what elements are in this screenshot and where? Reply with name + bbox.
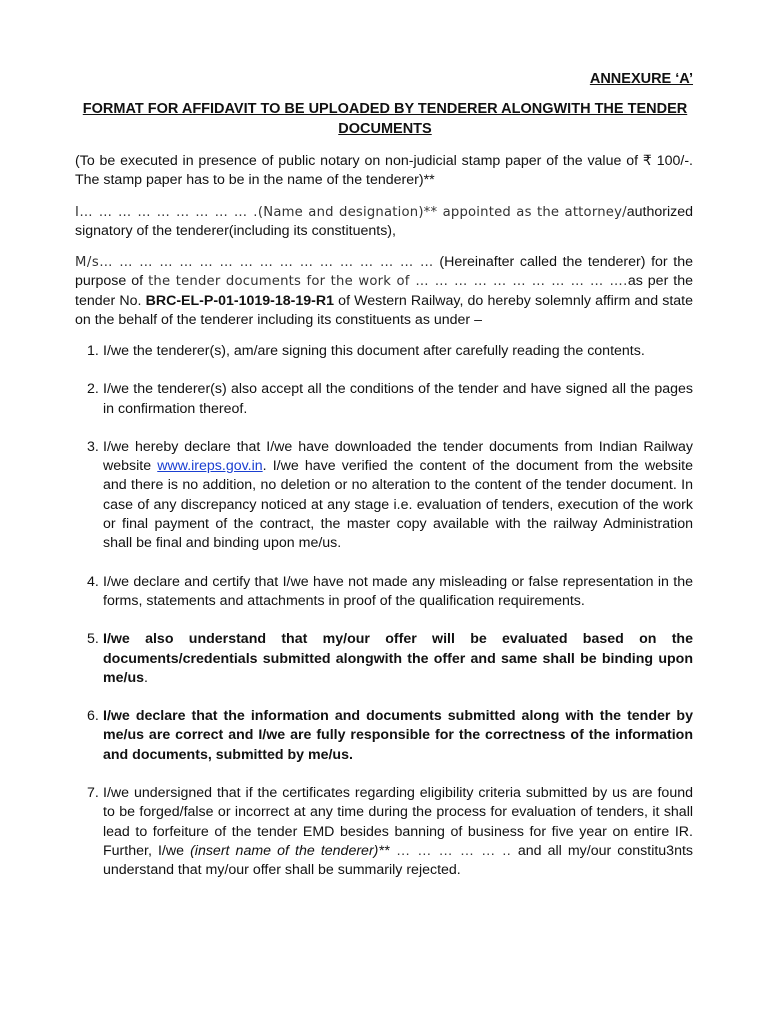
- clause-text: I/we also understand that my/our offer will be evaluated based on the documents/credentials submitted alongwith the offer and same shall be binding upon me/us: [103, 631, 693, 686]
- ms-dots: M/s… … … … … … … … … … … … … … … … …: [75, 255, 434, 270]
- work-text: the tender documents for the work of: [148, 274, 410, 290]
- clause-number: 6.: [87, 708, 99, 725]
- clause-number: 1.: [87, 343, 99, 359]
- document-title: FORMAT FOR AFFIDAVIT TO BE UPLOADED BY TENDERER ALONGWITH THE TENDER DOCUMENTS: [82, 101, 688, 137]
- clause-text: I/we declare and certify that I/we have not made any misleading or false representation in the forms, statements and attachments in proof of the qualification requirements.: [103, 573, 693, 609]
- clause-text: I/we declare that the information and documents submitted along with the tender by me/us are correct and I/we are fully responsible for the correctness of the information and documents, submitted by me/us.: [103, 708, 693, 763]
- list-item: [75, 438, 693, 554]
- clause-number: 2.: [87, 381, 99, 398]
- tenderer-name-dots: … … … … … ..: [389, 842, 518, 859]
- list-item: [75, 784, 693, 880]
- clause-number: 7.: [87, 785, 99, 802]
- clause-text: I/we the tenderer(s) also accept all the conditions of the tender and have signed all the pages in confirmation thereof.: [103, 381, 693, 417]
- ireps-website-link[interactable]: www.ireps.gov.in: [157, 458, 263, 475]
- clause-tail: .: [144, 669, 148, 686]
- tenderer-name-placeholder: (insert name of the tenderer)**: [190, 842, 390, 859]
- clause-text: I/we undersigned that if the certificates regarding eligibility criteria submitted by us are found to be forged/false or incorrect at any time during the process for evaluation of tenders, it shall lead to forfeiture of the tender EMD besides banning of business for five year on entire IR. Further, I/we: [103, 785, 693, 859]
- work-dots: … … … … … … … … … … ….: [409, 274, 628, 290]
- name-paragraph-rest: authorized signatory of the tenderer(including its constituents),: [75, 204, 693, 240]
- list-item: [75, 380, 693, 419]
- tenderer-paragraph: [75, 253, 693, 330]
- tender-number: BRC-EL-P-01-1019-18-19-R1: [145, 292, 335, 309]
- name-designation-text: (Name and designation)** appointed as the attorney/: [257, 205, 627, 220]
- annexure-label: ANNEXURE ‘A’: [589, 71, 693, 87]
- clause-text-continued: . I/we have verified the content of the document from the website and there is no addition, no deletion or no alteration to the content of the tender document. In case of any discrepancy noticed at any stage i.e. evaluation of tenders, execution of the work or final payment of the contract, the master copy available with the railway Administration shall be final and binding upon me/us.: [103, 458, 693, 552]
- name-dots: I… … … … … … … … … .: [75, 205, 258, 220]
- list-item: [75, 342, 693, 361]
- clause-list: [75, 342, 693, 881]
- clause-number: 4.: [87, 573, 99, 590]
- ms-after-text: (Hereinafter called the tenderer) for the purpose of: [75, 254, 693, 290]
- name-designation-paragraph: [75, 203, 693, 242]
- notary-note: (To be executed in presence of public notary on non-judicial stamp paper of the value of ₹ 100/-. The stamp paper has to be in the name of the tenderer)**: [75, 153, 693, 189]
- tenderer-paragraph-rest: of Western Railway, do hereby solemnly affirm and state on the behalf of the tenderer including its constituents as under –: [75, 292, 694, 328]
- clause-text: I/we the tenderer(s), am/are signing this document after carefully reading the contents.: [103, 343, 645, 359]
- clause-number: 3.: [87, 438, 99, 455]
- clause-text: I/we hereby declare that I/we have downloaded the tender documents from Indian Railway website: [103, 438, 693, 475]
- clause-number: 5.: [87, 631, 99, 648]
- list-item: [75, 630, 693, 688]
- as-per-text: as per the tender No.: [75, 273, 693, 309]
- list-item: [75, 573, 693, 612]
- clause-text-continued: and all my/our constitu3nts understand that my/our offer shall be summarily rejected.: [103, 842, 693, 879]
- list-item: [75, 707, 693, 765]
